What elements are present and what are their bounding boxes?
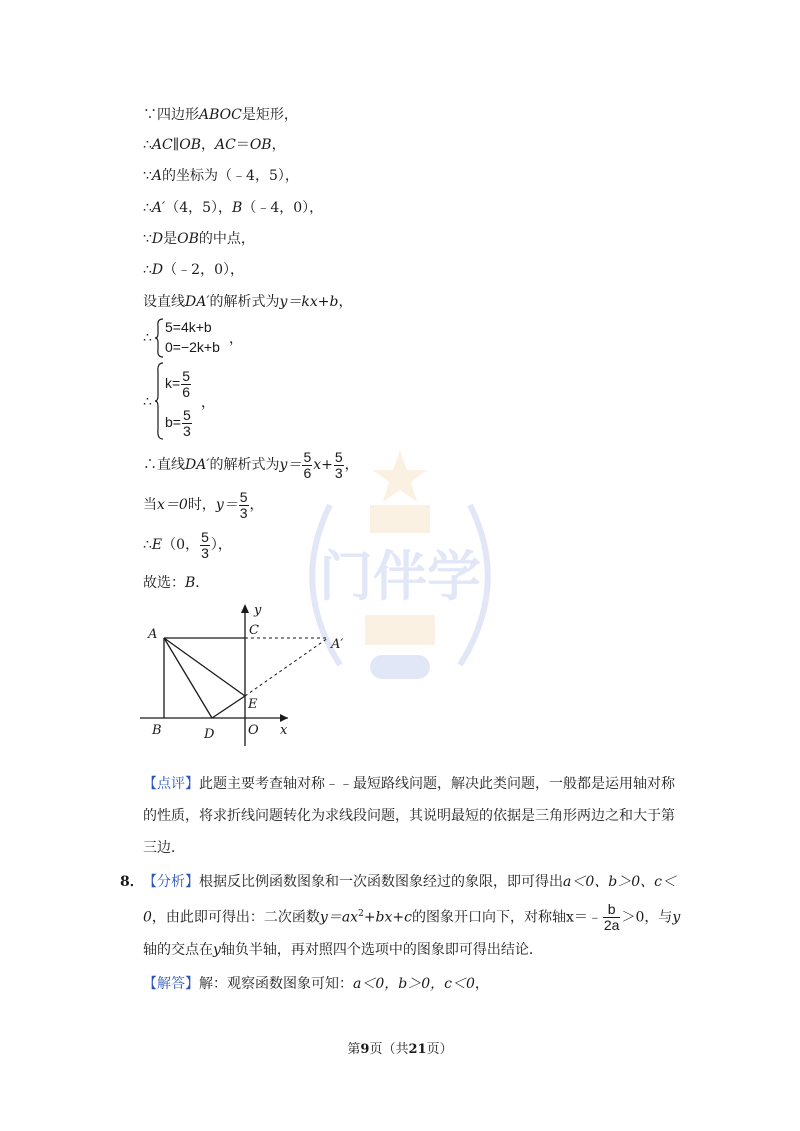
watermark-text: 门伴学 [319, 545, 481, 608]
line-4: ∴A′（4，5），B（﹣4，0）， [143, 200, 324, 216]
line-12: ∴E（0， $\frac{5}{3}$ ）， [143, 528, 232, 561]
answer-tag: 【解答】 [143, 976, 199, 992]
k-value: k= $\frac{5}{6}$ [165, 367, 190, 400]
review-tag: 【点评】 [143, 776, 199, 792]
segment-AE [164, 638, 245, 696]
line-8-suffix: ， [229, 330, 243, 346]
line-13: 故选：B． [143, 575, 210, 591]
question-number: 8． [120, 874, 144, 890]
analysis-tag: 【分析】 [143, 874, 199, 890]
geometry-figure [140, 598, 360, 748]
review-paragraph [143, 768, 683, 864]
line-3: ∵A的坐标为（﹣4，5）， [143, 168, 299, 184]
segment-AD [164, 638, 212, 718]
line-6: ∴D（﹣2，0）， [143, 262, 244, 278]
line-10: ∴直线DA′的解析式为y＝ $\frac{5}{6}$ x+ $\frac{5}{3}$ ， [143, 448, 359, 481]
label-y: y [254, 603, 262, 618]
line-9-suffix: ， [201, 394, 215, 410]
answer-paragraph: 【解答】解：观察函数图象可知：a＜0，b＞0，c＜0， [143, 976, 489, 992]
line-7: 设直线DA′的解析式为y＝kx+b， [143, 294, 353, 310]
label-C: C [249, 623, 259, 638]
segment-EA-prime [245, 638, 328, 696]
equation-1: 5=4k+b [165, 319, 212, 335]
analysis-paragraph: 【分析】根据反比例函数图象和一次函数图象经过的象限，即可得出a＜0、b＞0、c＜0，由此即可得出：二次函数$y=ax^2+bx+c$的图象开口向下，对称轴x＝﹣ $\frac{b}{2a}$ ＞0，与y轴的交点在y轴负半轴，再对照四个选项中的图象即可得出结论． [143, 874, 681, 958]
equation-2: 0=−2k+b [165, 339, 220, 355]
brace-1 [154, 318, 164, 358]
label-A-prime: A′ [331, 637, 344, 652]
brace-2 [154, 362, 164, 440]
line-2: ∴AC∥OB，AC＝OB， [143, 137, 286, 153]
label-O: O [248, 723, 259, 738]
line-11: 当x＝0时，y＝ $\frac{5}{3}$ ， [143, 488, 264, 521]
label-D: D [204, 727, 215, 742]
review-text: 此题主要考查轴对称﹣﹣最短路线问题，解决此类问题，一般都是运用轴对称的性质，将求折线问题转化为求线段问题，其说明最短的依据是三角形两边之和大于第三边． [143, 776, 675, 856]
line-8-prefix: ∴ [143, 330, 152, 346]
b-value: b= $\frac{5}{3}$ [165, 406, 191, 439]
label-x: x [280, 723, 288, 738]
page-footer: 第9页（共21页） [347, 1042, 453, 1057]
line-1: ∵四边形ABOC是矩形， [143, 107, 298, 123]
line-5: ∵D是OB的中点， [143, 231, 255, 247]
x-axis-arrow [280, 714, 288, 722]
line-9-prefix: ∴ [143, 394, 152, 410]
y-axis-arrow [241, 604, 249, 613]
label-E: E [248, 697, 258, 712]
label-B: B [152, 723, 162, 738]
label-A: A [148, 627, 158, 642]
segment-DE [212, 696, 245, 718]
